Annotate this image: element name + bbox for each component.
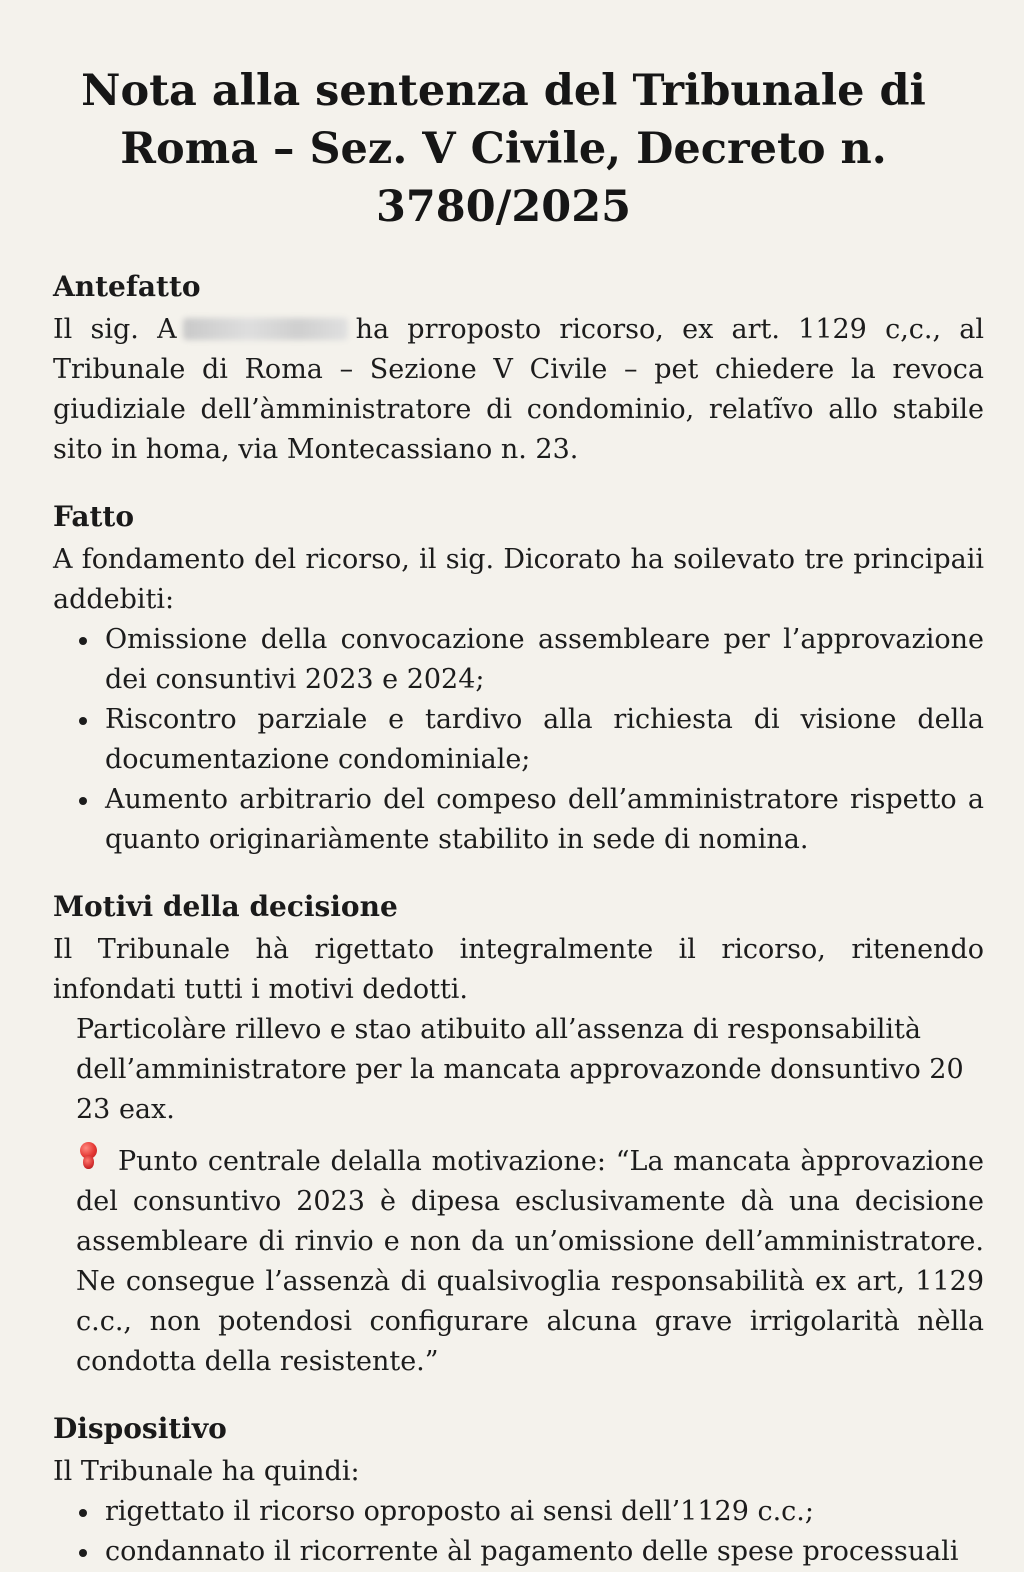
motivi-paragraph-1: Il Tribunale hà rigettato integralmente il ricorso, ritenendo infondati tutti i motivi dedotti. (53, 934, 984, 1005)
dispositivo-list (53, 1492, 984, 1572)
fatto-list (53, 620, 984, 860)
redacted-name (183, 318, 348, 340)
section-fatto (53, 500, 984, 860)
motivi-quote (53, 1140, 984, 1382)
motivi-paragraph-2: Particolàre rillevo e stao atibuito all’assenza di responsabilità dell’amministratore per la mancata approvazonde donsuntivo 20 23 eax. (76, 1014, 964, 1125)
fatto-intro: A fondamento del ricorso, il sig. Dicorato ha soilevato tre principaii addebiti: (53, 544, 984, 615)
fatto-heading: Fatto (53, 500, 135, 533)
antefatto-heading: Antefatto (53, 270, 201, 303)
dispositivo-heading: Dispositivo (53, 1412, 227, 1445)
quote-text: Punto centrale delalla motivazione: “La mancata àpprovazione del consuntivo 2023 è dipesa esclusivamente dà una decisione assembleare di rinvio e non da un’omissione dell’amministratore. Ne consegue l’assenzà di qualsivoglia responsabilità ex art, 1129 c.c., non potendosi configurare alcuna grave irrigolarità nèlla condotta della resistente.” (76, 1146, 984, 1377)
motivi-heading: Motivi della decisione (53, 890, 398, 923)
antefatto-paragraph (53, 310, 984, 470)
antefatto-text-start: Il sig. A (53, 314, 177, 345)
section-dispositivo (53, 1412, 984, 1572)
list-item: Riscontro parziale e tardivo alla richiesta di visione della documentazione condominiale; (105, 700, 984, 780)
list-item: Omissione della convocazione assembleare per l’approvazione dei consuntivi 2023 e 2024; (105, 620, 984, 700)
list-item: rigettato il ricorso oproposto ai sensi dell’1129 c.c.; (105, 1492, 984, 1532)
antefatto-text-rest: ha prroposto ricorso, ex art. 1129 c,c., al Tribunale di Roma – Sezione V Civile – pet chiedere la revoca giudiziale dell’àmministratore di condominio, relatĩvo allo stabile sito in homa, via Montecassiano n. 23. (53, 314, 985, 465)
list-item: condannato il ricorrente àl pagamento delle spese processuali (105, 1532, 984, 1572)
document-title: Nota alla sentenza del Tribunale di Roma – Sez. V Civile, Decreto n. 3780/2025 (81, 66, 926, 232)
section-antefatto (53, 270, 984, 470)
dispositivo-intro: Il Tribunale ha quindi: (53, 1456, 360, 1487)
list-item: Aumento arbitrario del compeso dell’amministratore rispetto a quanto originariàmente stabilito in sede di nomina. (105, 780, 984, 860)
section-motivi (53, 890, 984, 1382)
pushpin-icon (76, 1140, 102, 1176)
